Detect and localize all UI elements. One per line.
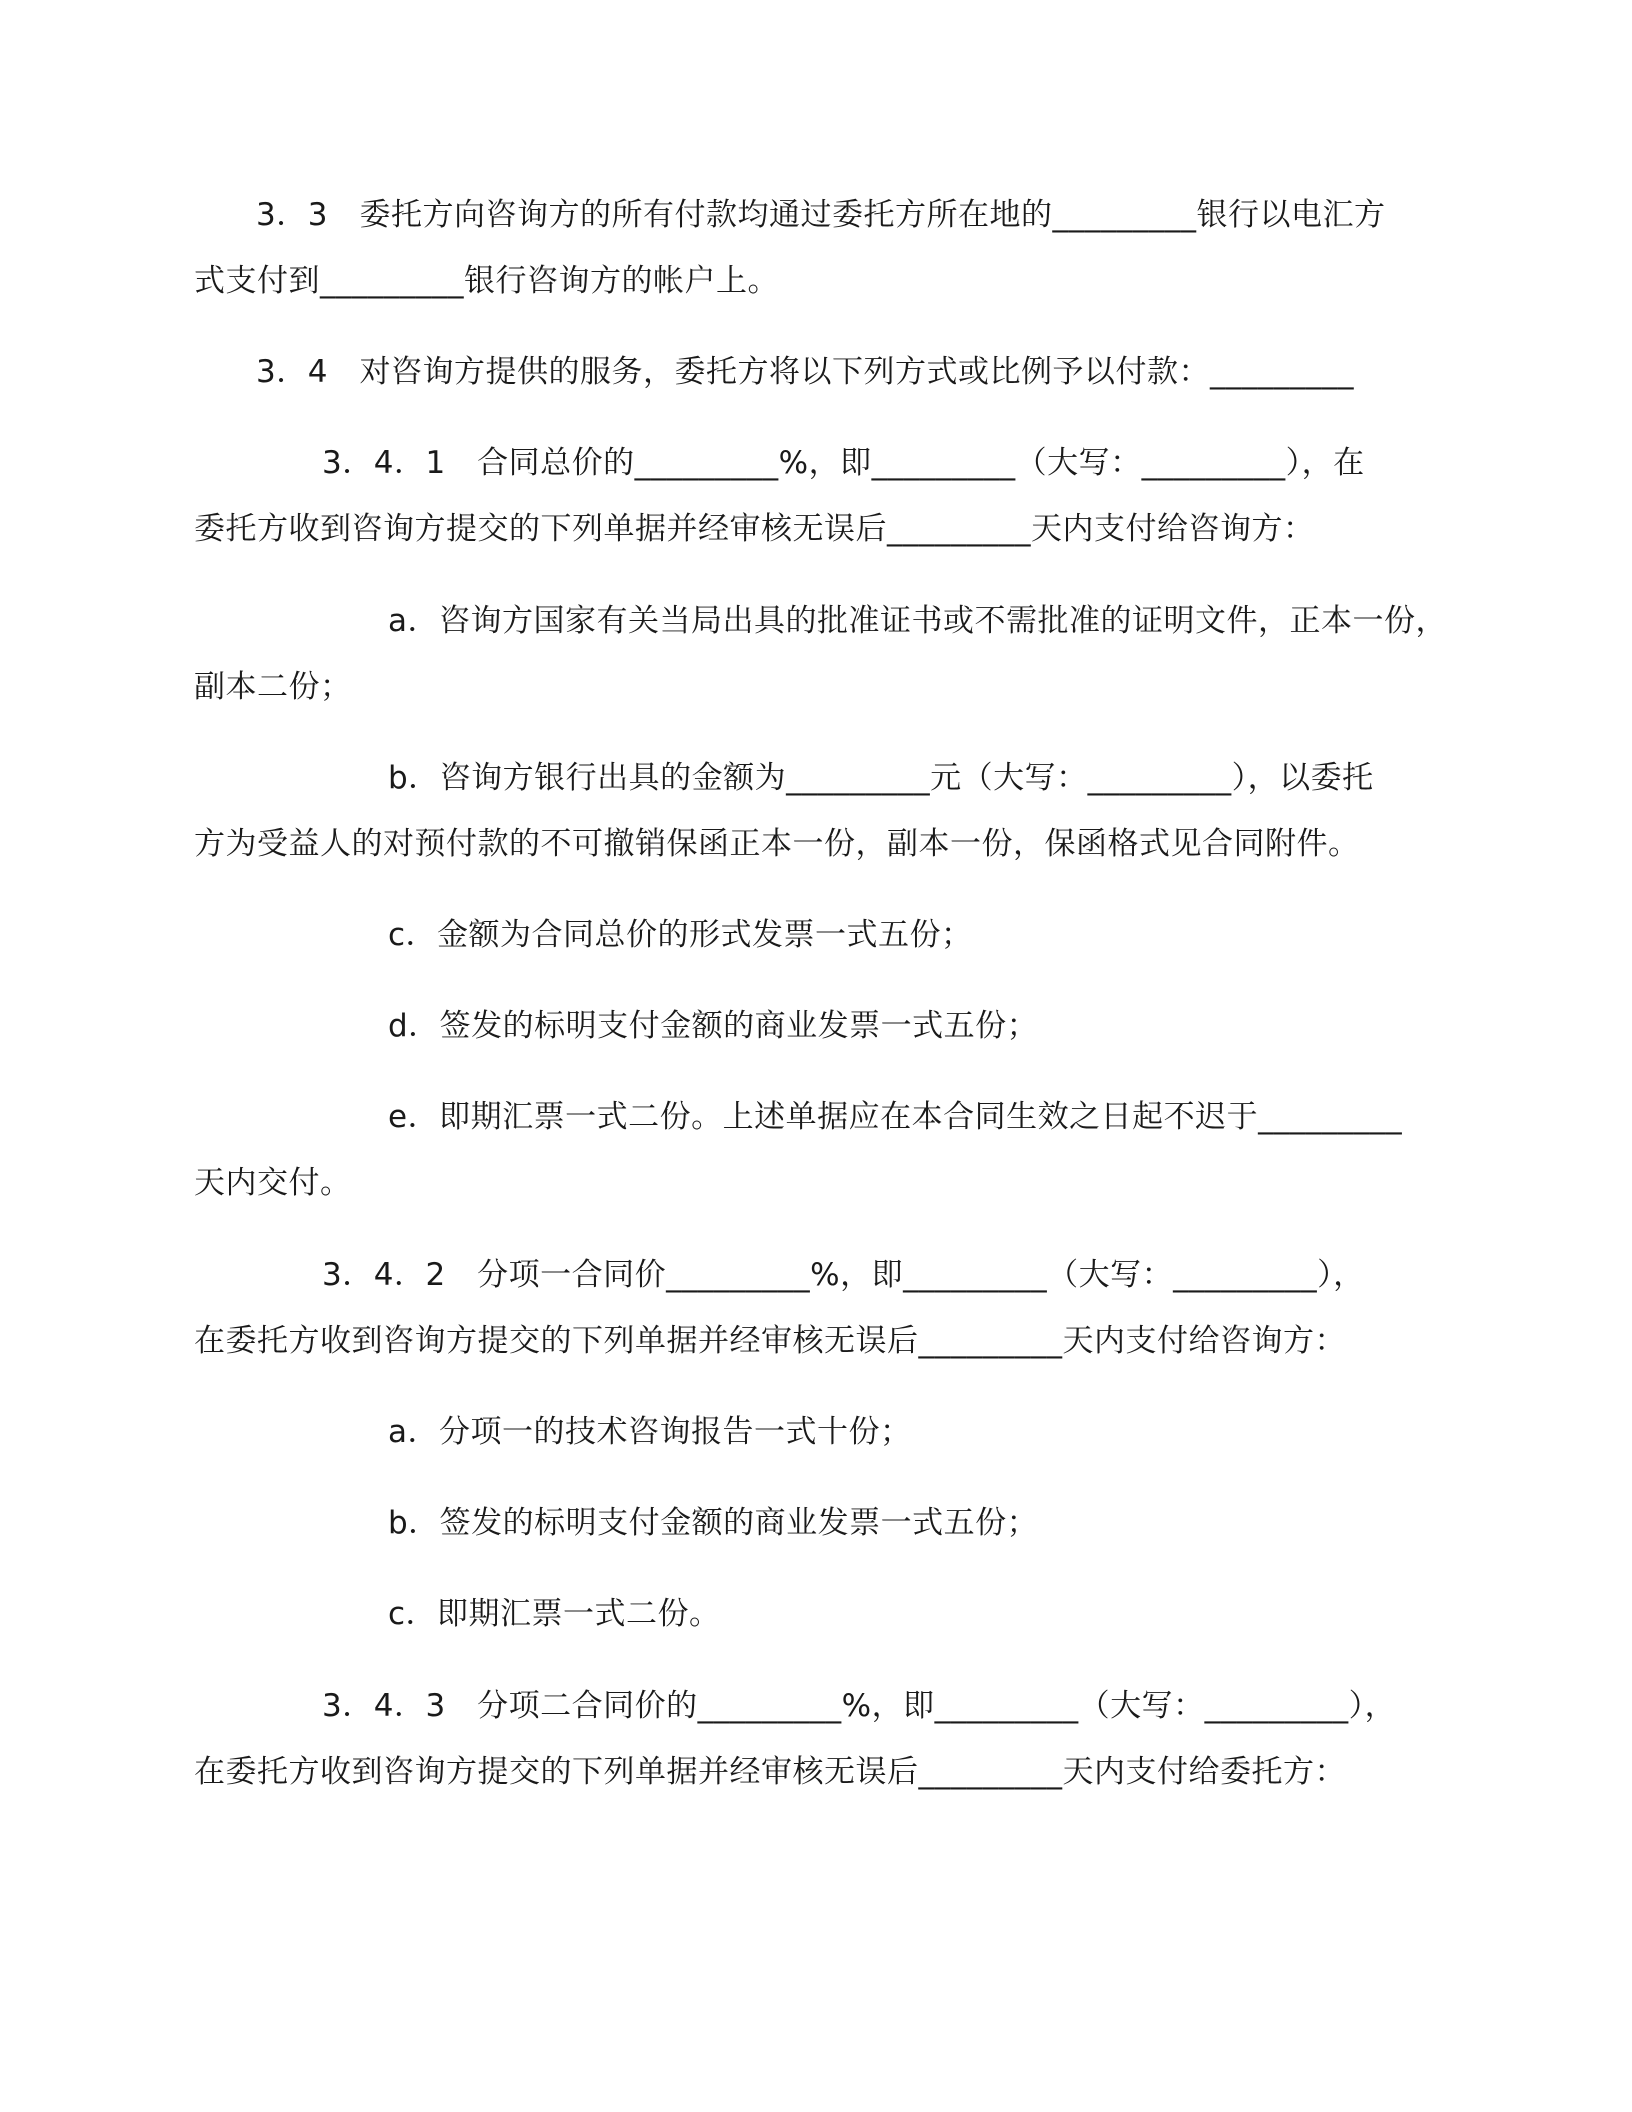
clause-3-4-1-line-1: 3．4．1 合同总价的_________%，即_________（大写：_________），在 bbox=[322, 445, 1365, 481]
clause-3-3-line-2: 式支付到_________银行咨询方的帐户上。 bbox=[194, 263, 779, 299]
subitem-b: b．签发的标明支付金额的商业发票一式五份； bbox=[388, 1505, 1039, 1541]
item-e-line-1: e．即期汇票一式二份。上述单据应在本合同生效之日起不迟于_________ bbox=[388, 1099, 1403, 1135]
item-c: c．金额为合同总价的形式发票一式五份； bbox=[388, 917, 973, 953]
item-b-line-2: 方为受益人的对预付款的不可撤销保函正本一份，副本一份，保函格式见合同附件。 bbox=[194, 826, 1360, 862]
clause-3-4-2-line-1: 3．4．2 分项一合同价_________%，即_________（大写：_________）， bbox=[322, 1257, 1365, 1293]
clause-3-4-2-line-2: 在委托方收到咨询方提交的下列单据并经审核无误后_________天内支付给咨询方： bbox=[194, 1323, 1346, 1359]
clause-3-4-1-line-2: 委托方收到咨询方提交的下列单据并经审核无误后_________天内支付给咨询方： bbox=[194, 511, 1315, 547]
clause-3-3-line-1: 3．3 委托方向咨询方的所有付款均通过委托方所在地的_________银行以电汇方 bbox=[256, 197, 1386, 233]
item-e-line-2: 天内交付。 bbox=[194, 1165, 352, 1201]
item-b-line-1: b．咨询方银行出具的金额为_________元（大写：_________），以委托 bbox=[388, 760, 1374, 796]
clause-3-4-3-line-2: 在委托方收到咨询方提交的下列单据并经审核无误后_________天内支付给委托方： bbox=[194, 1754, 1346, 1790]
clause-3-4: 3．4 对咨询方提供的服务，委托方将以下列方式或比例予以付款：_________ bbox=[256, 354, 1354, 390]
item-a-line-2: 副本二份； bbox=[194, 669, 352, 705]
item-a-line-1: a．咨询方国家有关当局出具的批准证书或不需批准的证明文件，正本一份， bbox=[388, 603, 1447, 639]
subitem-a: a．分项一的技术咨询报告一式十份； bbox=[388, 1414, 912, 1450]
clause-3-4-3-line-1: 3．4．3 分项二合同价的_________%，即_________（大写：_________）， bbox=[322, 1688, 1397, 1724]
item-d: d．签发的标明支付金额的商业发票一式五份； bbox=[388, 1008, 1039, 1044]
subitem-c: c．即期汇票一式二份。 bbox=[388, 1596, 721, 1632]
